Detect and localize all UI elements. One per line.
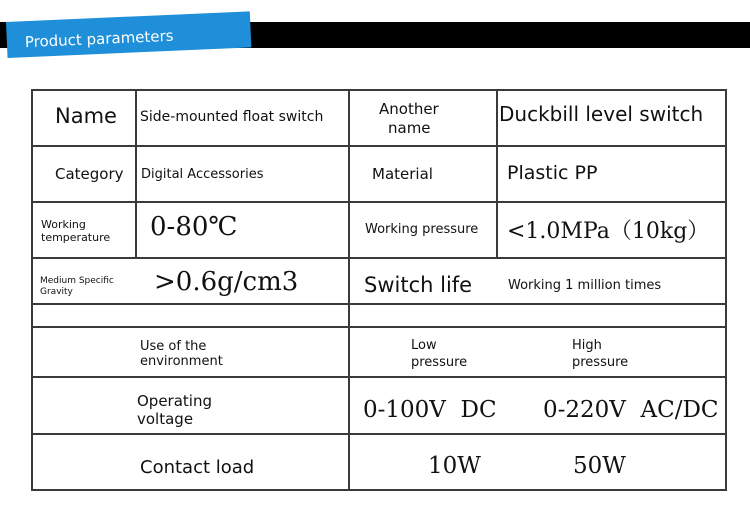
section-title: Product parameters — [24, 26, 174, 52]
working-pressure-value: <1.0MPa（10kg） — [507, 219, 710, 244]
col-divider — [496, 89, 498, 257]
contact-load-high-value: 50W — [573, 453, 626, 479]
use-environment-label-line1: Use of the — [140, 339, 207, 354]
section-tag — [6, 11, 251, 58]
high-pressure-label-line2: pressure — [572, 355, 629, 370]
use-environment-label-line2: environment — [140, 354, 223, 369]
voltage-low-value: 0-100V DC — [363, 397, 497, 423]
voltage-high-value: 0-220V AC/DC — [543, 397, 719, 423]
name-label: Name — [55, 104, 117, 128]
another-name-label-line2: name — [388, 119, 431, 137]
col-divider — [135, 89, 137, 257]
row-divider — [31, 433, 727, 435]
working-temperature-label-line2: temperature — [41, 231, 111, 244]
operating-voltage-label-line1: Operating — [137, 392, 212, 410]
row-divider — [31, 303, 727, 305]
category-value: Digital Accessories — [141, 167, 264, 182]
switch-life-value: Working 1 million times — [508, 278, 662, 293]
specific-gravity-label-line1: Medium Specific — [40, 276, 114, 286]
another-name-label-line1: Another — [379, 100, 439, 118]
switch-life-label: Switch life — [364, 273, 473, 297]
working-temperature-label-line1: Working — [41, 218, 86, 231]
low-pressure-label-line1: Low — [411, 338, 437, 353]
contact-load-label: Contact load — [140, 457, 255, 478]
working-pressure-label: Working pressure — [365, 222, 479, 237]
high-pressure-label-line1: High — [572, 338, 602, 353]
specific-gravity-value: >0.6g/cm3 — [154, 267, 299, 297]
working-temperature-value: 0-80℃ — [150, 212, 238, 242]
name-value: Side-mounted float switch — [140, 109, 324, 125]
specific-gravity-label-line2: Gravity — [40, 287, 73, 297]
row-divider — [31, 376, 727, 378]
col-divider — [348, 89, 350, 491]
another-name-value: Duckbill level switch — [499, 102, 704, 126]
material-value: Plastic PP — [507, 162, 598, 184]
category-label: Category — [55, 165, 124, 183]
contact-load-low-value: 10W — [428, 453, 481, 479]
operating-voltage-label-line2: voltage — [137, 410, 194, 428]
low-pressure-label-line2: pressure — [411, 355, 468, 370]
row-divider — [31, 257, 727, 259]
row-divider — [31, 326, 727, 328]
material-label: Material — [372, 165, 433, 183]
